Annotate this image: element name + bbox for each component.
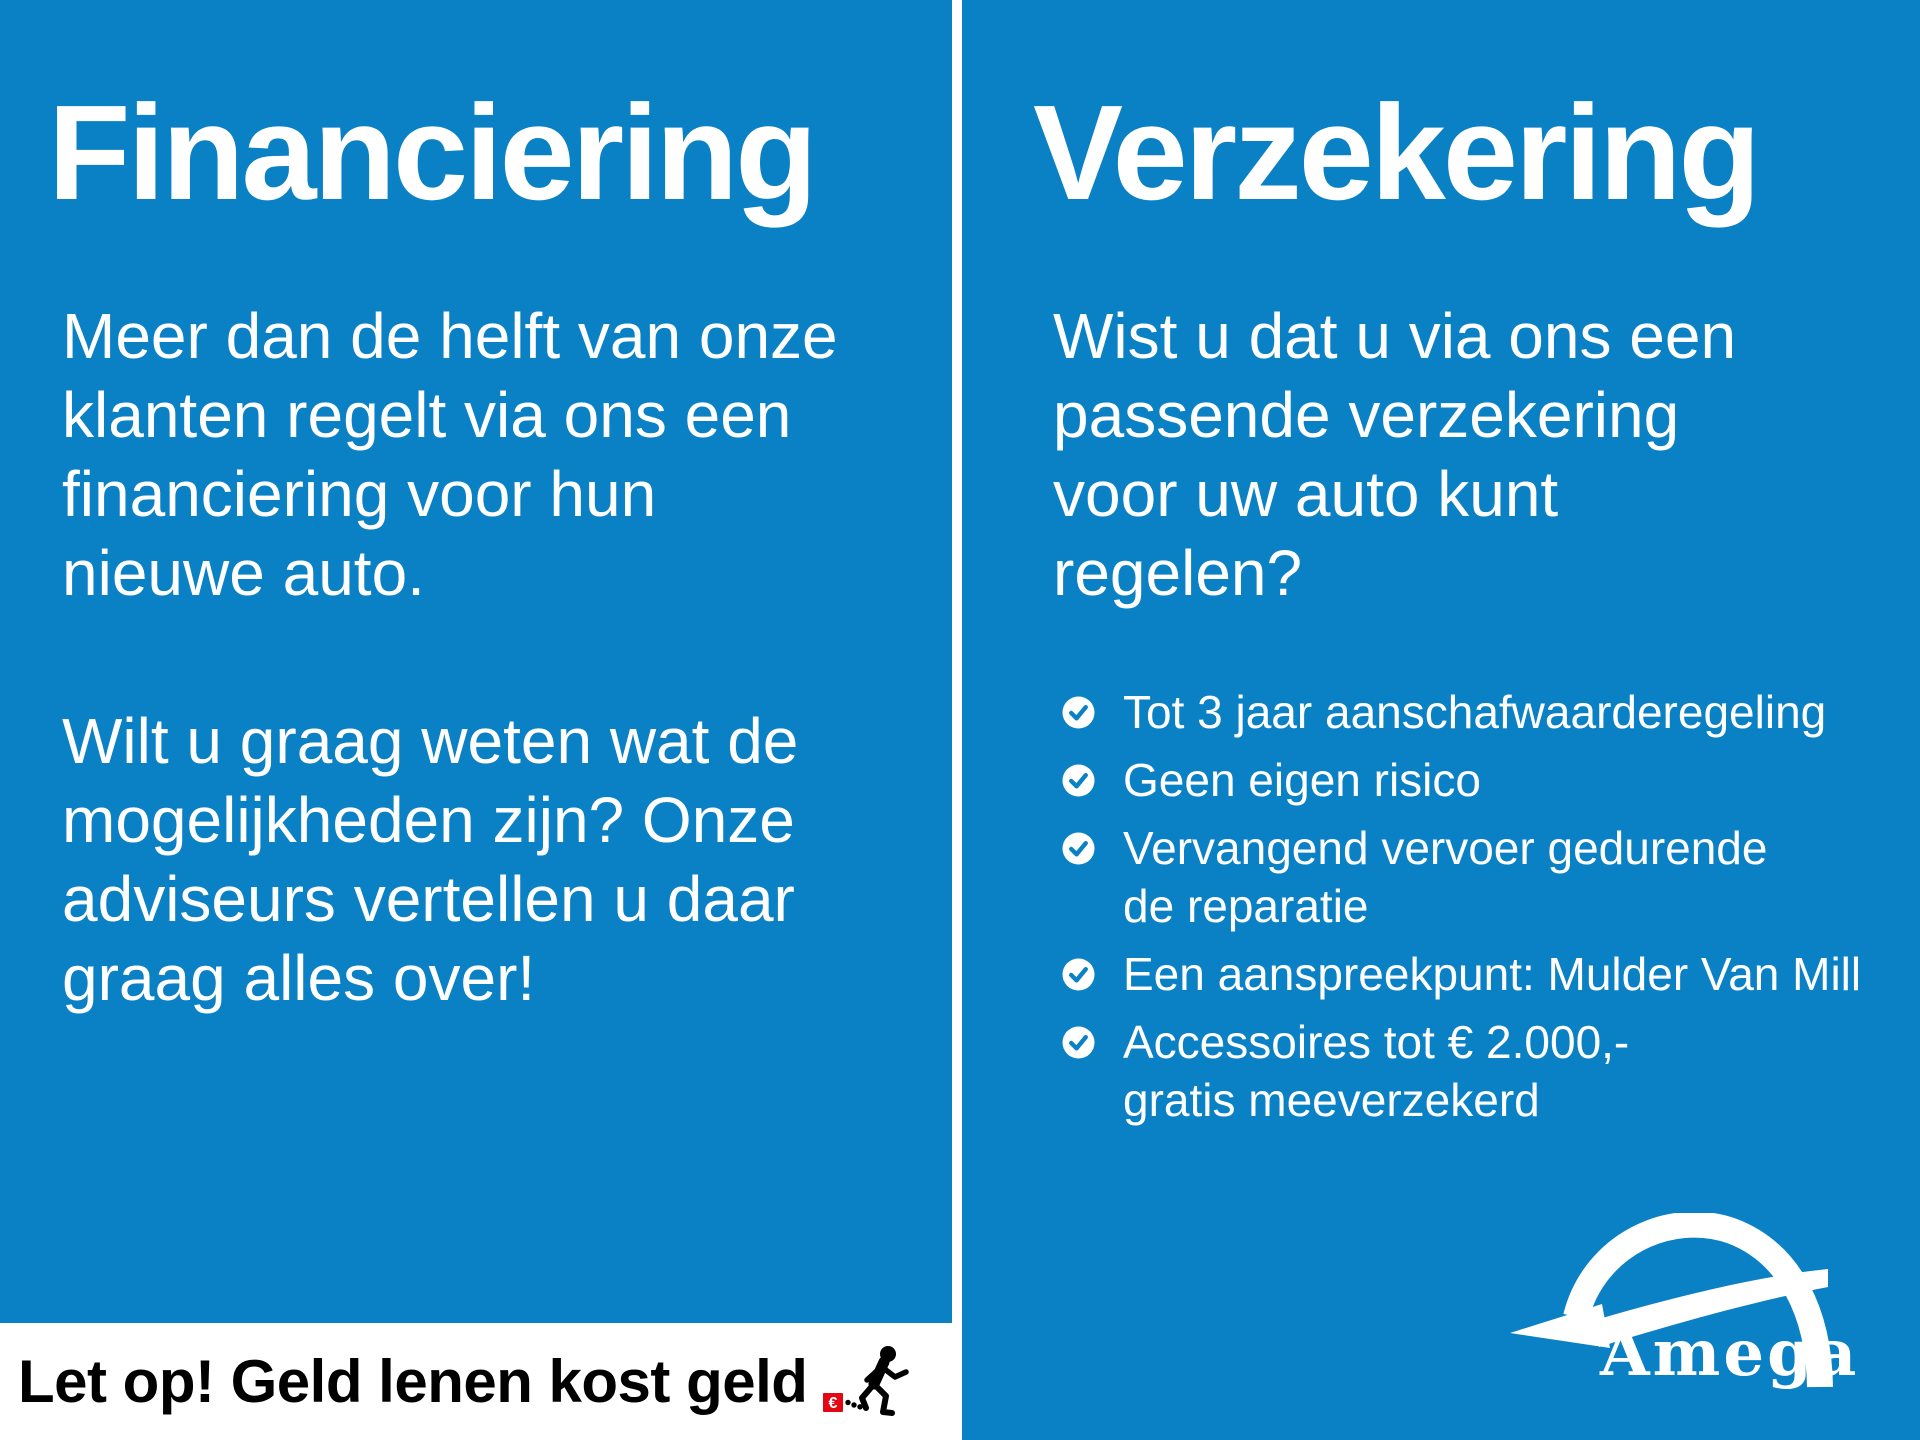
text-line: regelen? — [1053, 537, 1303, 609]
verzekering-intro — [1053, 297, 1736, 613]
text-line: Een aanspreekpunt: Mulder Van Mill — [1123, 948, 1862, 1000]
list-item — [1062, 945, 1861, 1003]
benefits-list — [1062, 683, 1861, 1139]
text-line: Accessoires tot € 2.000,- — [1123, 1016, 1630, 1068]
euro-symbol: € — [828, 1395, 838, 1412]
left-column — [0, 0, 952, 1440]
text-line: mogelijkheden zijn? Onze — [62, 784, 795, 856]
financiering-paragraph-1 — [62, 297, 838, 613]
text-line: graag alles over! — [62, 942, 536, 1014]
financiering-paragraph-2 — [62, 702, 798, 1018]
amega-logo — [1500, 1213, 1880, 1408]
text-line: Vervangend vervoer gedurende — [1123, 822, 1768, 874]
panel-divider — [952, 0, 962, 1440]
check-circle-icon — [1062, 958, 1095, 991]
text-line: Geen eigen risico — [1123, 754, 1481, 806]
amega-arrow-head-icon — [1510, 1304, 1610, 1348]
text-line: Wilt u graag weten wat de — [62, 705, 799, 777]
check-circle-icon — [1062, 1026, 1095, 1059]
credit-warning-text: Let op! Geld lenen kost geld — [18, 1348, 808, 1415]
text-line: adviseurs vertellen u daar — [62, 863, 795, 935]
list-item — [1062, 1013, 1861, 1129]
text-line: klanten regelt via ons een — [62, 379, 792, 451]
verzekering-panel — [962, 0, 1920, 1440]
walking-person-silhouette — [862, 1346, 906, 1413]
text-line: Meer dan de helft van onze — [62, 300, 838, 372]
text-line: passende verzekering — [1053, 379, 1680, 451]
text-line: financiering voor hun — [62, 458, 657, 530]
text-line: Wist u dat u via ons een — [1053, 300, 1737, 372]
text-line: de reparatie — [1123, 880, 1369, 932]
list-item — [1062, 683, 1861, 741]
financiering-title: Financiering — [48, 77, 815, 228]
list-item — [1062, 819, 1861, 935]
euro-ball-and-chain-icon — [822, 1344, 912, 1419]
check-circle-icon — [1062, 696, 1095, 729]
text-line: Tot 3 jaar aanschafwaarderegeling — [1123, 686, 1827, 738]
list-item — [1062, 751, 1861, 809]
check-circle-icon — [1062, 832, 1095, 865]
verzekering-title: Verzekering — [1033, 77, 1758, 228]
financiering-panel — [0, 0, 952, 1323]
text-line: voor uw auto kunt — [1053, 458, 1559, 530]
check-circle-icon — [1062, 764, 1095, 797]
amega-logo-text: Amega — [1600, 1316, 1860, 1391]
text-line: nieuwe auto. — [62, 537, 425, 609]
text-line: gratis meeverzekerd — [1123, 1074, 1540, 1126]
credit-warning-strip — [0, 1323, 952, 1440]
